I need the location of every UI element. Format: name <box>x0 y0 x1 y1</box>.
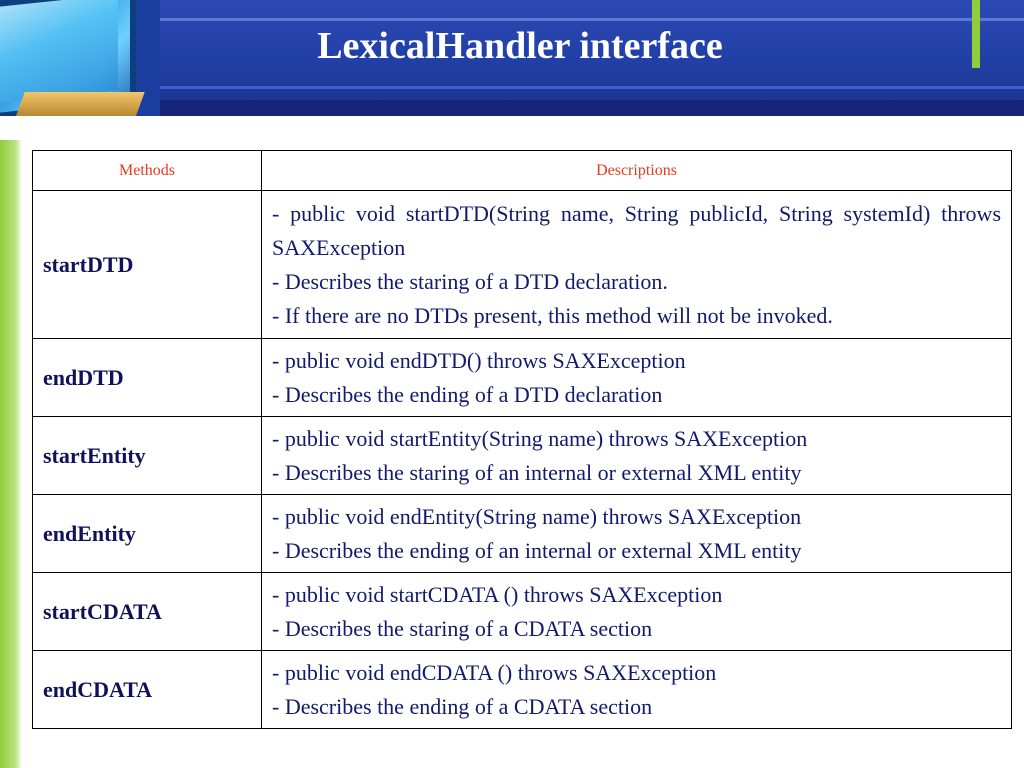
method-name: startEntity <box>33 417 262 495</box>
method-description <box>262 495 1012 573</box>
description-line: - public void endCDATA () throws SAXException <box>272 659 717 685</box>
column-header-descriptions: Descriptions <box>262 151 1012 191</box>
header-mid-line <box>160 86 1024 89</box>
description-line: - Describes the ending of an internal or external XML entity <box>272 537 802 563</box>
description-line: - public void endEntity(String name) throws SAXException <box>272 503 802 529</box>
methods-table <box>32 150 1011 729</box>
description-line: - public void startDTD(String name, String publicId, String systemId) throws SAXException <box>272 200 1001 260</box>
method-description <box>262 191 1012 339</box>
description-line: - Describes the staring of a CDATA section <box>272 615 653 641</box>
description-line: - Describes the staring of a DTD declaration. <box>272 268 668 294</box>
monitor-screen-icon <box>0 0 118 103</box>
header-accent-bar <box>972 0 980 68</box>
column-header-methods: Methods <box>33 151 262 191</box>
description-line: - public void startEntity(String name) throws SAXException <box>272 425 808 451</box>
table-row <box>33 651 1012 729</box>
description-line: - public void startCDATA () throws SAXException <box>272 581 723 607</box>
page-title: LexicalHandler interface <box>317 25 723 67</box>
method-name: endCDATA <box>33 651 262 729</box>
method-description <box>262 339 1012 417</box>
table-row <box>33 495 1012 573</box>
method-description <box>262 417 1012 495</box>
description-line: - Describes the staring of an internal or external XML entity <box>272 459 802 485</box>
table-row <box>33 573 1012 651</box>
method-description <box>262 573 1012 651</box>
method-name: startDTD <box>33 191 262 339</box>
description-line: - Describes the ending of a DTD declaration <box>272 381 663 407</box>
description-line: - public void endDTD() throws SAXException <box>272 347 686 373</box>
method-name: startCDATA <box>33 573 262 651</box>
method-name: endEntity <box>33 495 262 573</box>
table-row <box>33 417 1012 495</box>
table-row <box>33 191 1012 339</box>
table-header-row <box>33 151 1012 191</box>
table-row <box>33 339 1012 417</box>
monitor-base-icon <box>15 92 144 116</box>
description-line: - If there are no DTDs present, this method will not be invoked. <box>272 302 833 328</box>
description-line: - Describes the ending of a CDATA section <box>272 693 653 719</box>
monitor-logo <box>0 0 160 116</box>
left-accent-bar <box>0 140 22 768</box>
method-description <box>262 651 1012 729</box>
method-name: endDTD <box>33 339 262 417</box>
